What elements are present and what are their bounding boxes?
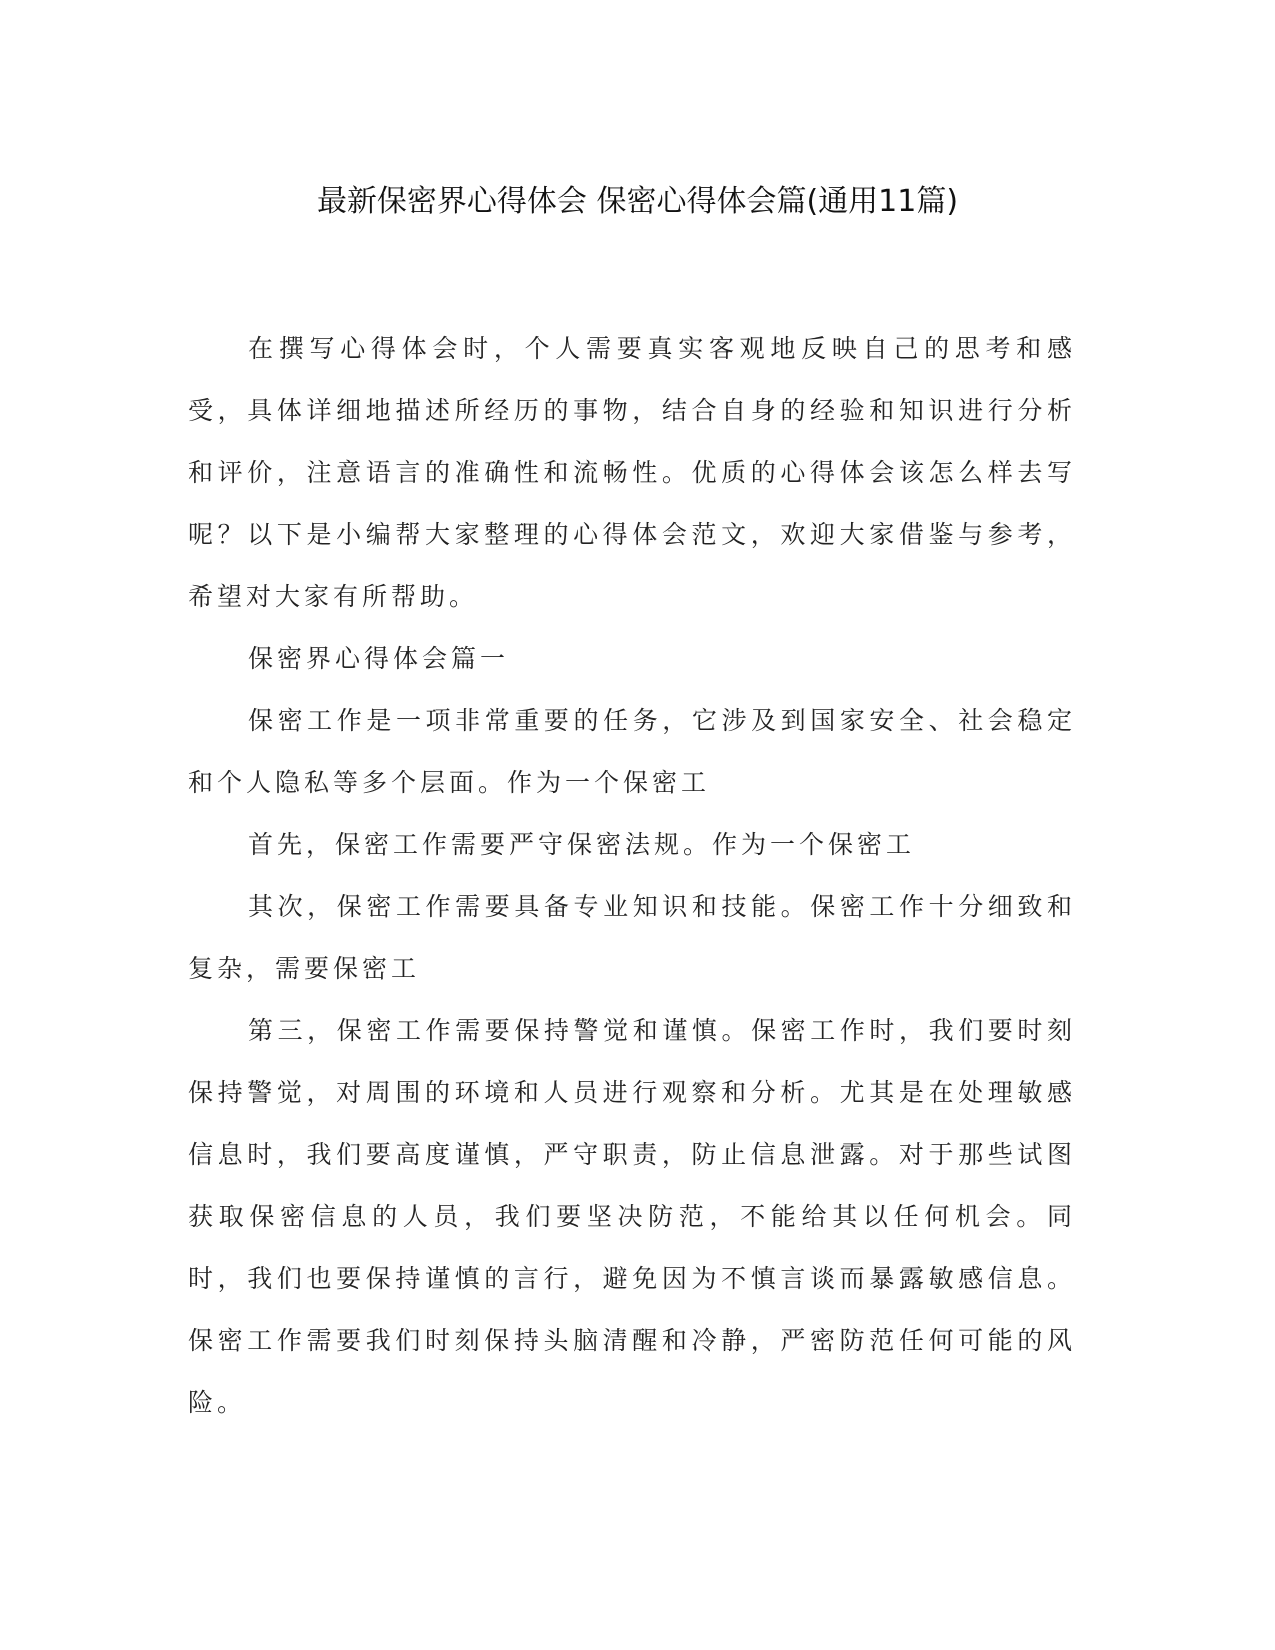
document-title: 最新保密界心得体会 保密心得体会篇(通用11篇) <box>316 184 959 219</box>
section-heading: 保密界心得体会篇一 <box>248 644 510 673</box>
body-paragraph: 保密工作是一项非常重要的任务，它涉及到国家安全、社会稳定和个人隐私等多个层面。作为一个保密工 <box>188 706 1076 797</box>
body-paragraph: 其次，保密工作需要具备专业知识和技能。保密工作十分细致和复杂，需要保密工 <box>188 892 1076 983</box>
body-paragraph: 第三，保密工作需要保持警觉和谨慎。保密工作时，我们要时刻保持警觉，对周围的环境和人员进行观察和分析。尤其是在处理敏感信息时，我们要高度谨慎，严守职责，防止信息泄露。对于那些试图获取保密信息的人员，我们要坚决防范，不能给其以任何机会。同时，我们也要保持谨慎的言行，避免因为不慎言谈而暴露敏感信息。保密工作需要我们时刻保持头脑清醒和冷静，严密防范任何可能的风险。 <box>188 1016 1076 1417</box>
intro-paragraph: 在撰写心得体会时，个人需要真实客观地反映自己的思考和感受，具体详细地描述所经历的事物，结合自身的经验和知识进行分析和评价，注意语言的准确性和流畅性。优质的心得体会该怎么样去写呢？以下是小编帮大家整理的心得体会范文，欢迎大家借鉴与参考，希望对大家有所帮助。 <box>188 334 1076 611</box>
document-body <box>188 318 1076 1434</box>
body-paragraph: 首先，保密工作需要严守保密法规。作为一个保密工 <box>248 830 916 859</box>
